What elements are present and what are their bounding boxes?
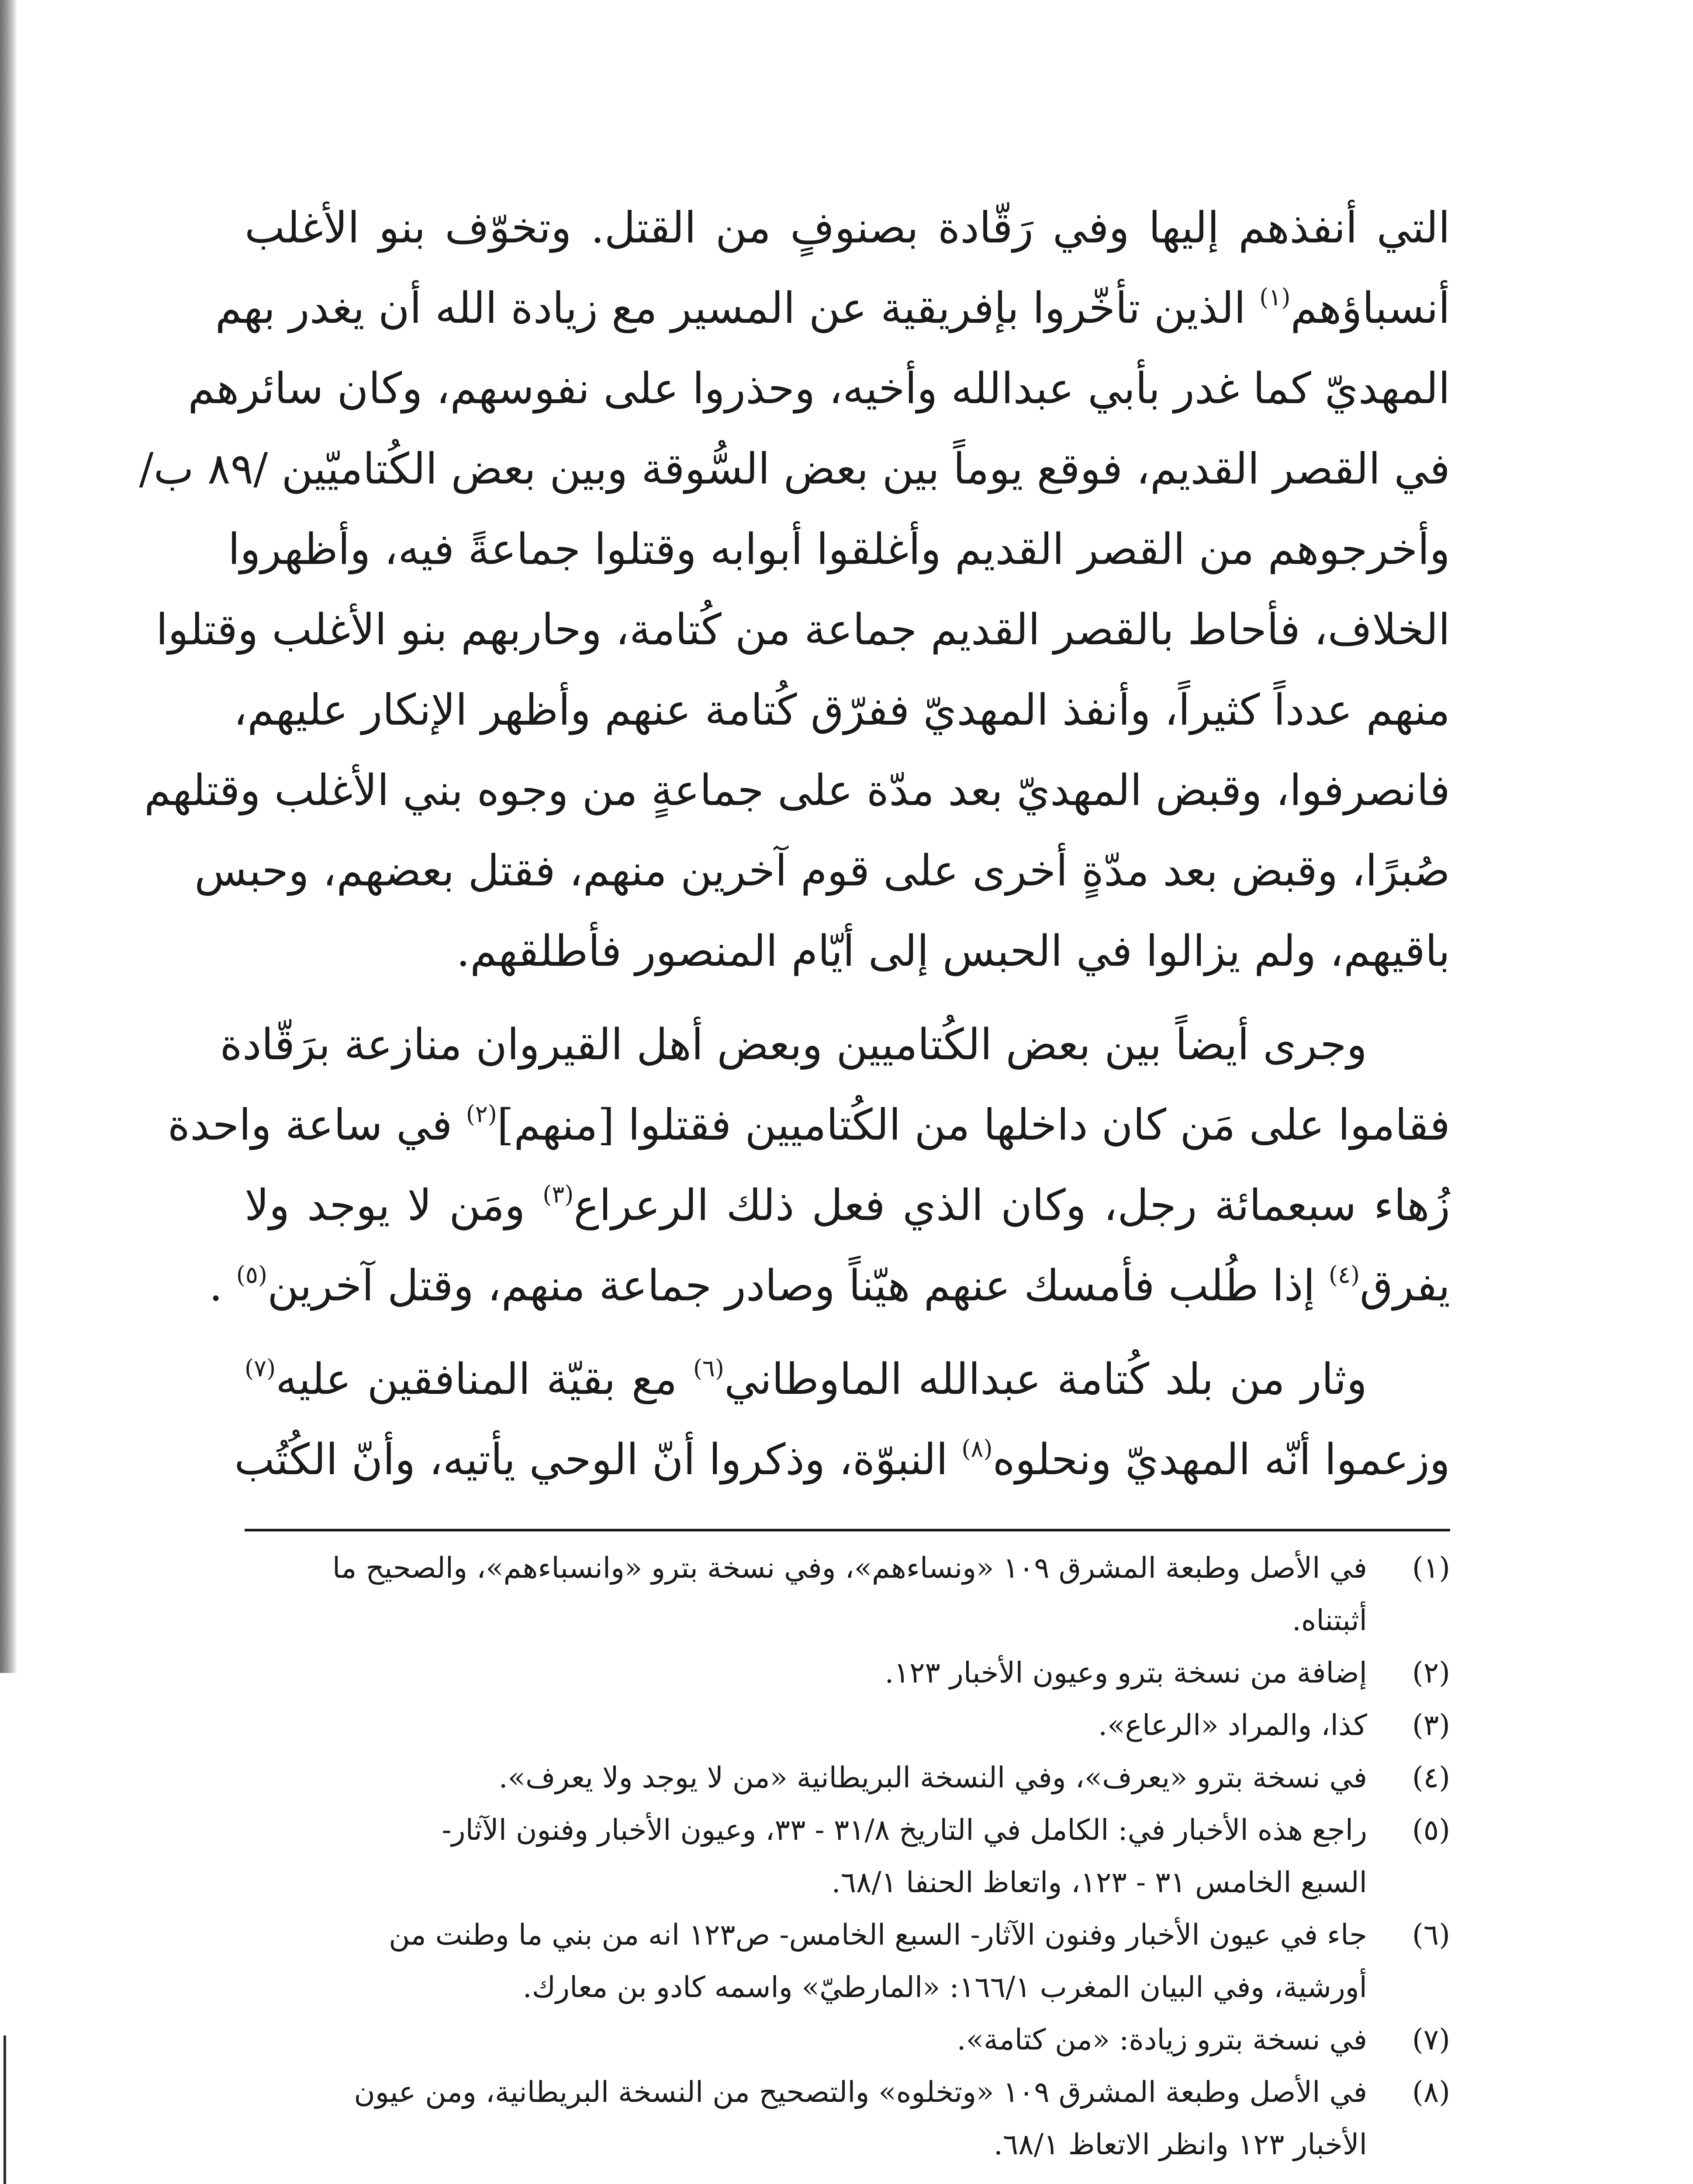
footnote-line: إضافة من نسخة بترو وعيون الأخبار ١٢٣. xyxy=(885,1656,1367,1690)
text-line: منهم عدداً كثيراً، وأنفذ المهديّ ففرّق كُتامة عنهم وأظهر الإنكار عليهم، xyxy=(233,685,1450,735)
footnote-number: (٣) xyxy=(1412,1708,1450,1742)
footnote-line: في نسخة بترو زيادة: «من كتامة». xyxy=(957,2023,1367,2056)
text-fragment: مع بقيّة المنافقين عليه xyxy=(276,1355,677,1404)
text-fragment: الذين تأخّروا بإفريقية عن المسير مع زيادة الله أن يغدر بهم xyxy=(215,283,1246,333)
footnotes xyxy=(245,1542,1450,2171)
footnote-7 xyxy=(245,2014,1450,2066)
text-line xyxy=(215,268,1450,349)
footnote-text xyxy=(245,2066,1367,2171)
footnote-text xyxy=(245,1699,1367,1752)
footnote-number: (٧) xyxy=(1412,2023,1450,2056)
text-line xyxy=(245,1165,1450,1246)
footnote-1 xyxy=(245,1542,1450,1647)
paragraph-2 xyxy=(167,1005,1451,1326)
footnote-ref: (٤) xyxy=(1328,1261,1360,1289)
text-fragment: ومَن لا يوجد ولا xyxy=(245,1181,525,1230)
text-line: وجرى أيضاً بين بعض الكُتاميين وبعض أهل القيروان منازعة برَقّادة xyxy=(220,1020,1367,1070)
footnote-ref: (٨) xyxy=(961,1435,993,1462)
text-fragment: وثار من بلد كُتامة عبدالله الماوطاني xyxy=(724,1355,1367,1404)
footnote-5 xyxy=(245,1804,1450,1909)
text-fragment: إذا طُلب فأمسك عنهم هيّناً وصادر جماعة منهم، وقتل آخرين xyxy=(267,1261,1315,1311)
footnote-text xyxy=(245,1909,1367,2014)
footnote-3 xyxy=(245,1699,1450,1752)
footnote-ref: (١) xyxy=(1259,283,1291,311)
footnote-2 xyxy=(245,1647,1450,1699)
text-line: في القصر القديم، فوقع يوماً بين بعض السُّوقة وبين بعض الكُتاميّين /٨٩ ب/ xyxy=(139,444,1450,494)
footnote-ref: (٢) xyxy=(466,1100,497,1128)
text-line xyxy=(167,1085,1450,1165)
text-fragment: في ساعة واحدة xyxy=(167,1100,453,1150)
text-line: باقيهم، ولم يزالوا في الحبس إلى أيّام المنصور فأطلقهم. xyxy=(456,926,1450,976)
footnote-line: راجع هذه الأخبار في: الكامل في التاريخ ٣١/٨ - ٣٣، وعيون الأخبار وفنون الآثار- xyxy=(442,1813,1367,1847)
footnote-ref: (٥) xyxy=(236,1261,267,1289)
margin-mark xyxy=(3,2035,6,2184)
footnote-8 xyxy=(245,2066,1450,2171)
footnote-separator xyxy=(245,1529,1450,1531)
text-fragment: فقاموا على مَن كان داخلها من الكُتاميين فقتلوا [منهم] xyxy=(497,1100,1450,1150)
footnote-text xyxy=(245,1752,1367,1804)
footnote-line: كذا، والمراد «الرعاع». xyxy=(1098,1708,1367,1742)
footnote-text xyxy=(245,1647,1367,1699)
text-line xyxy=(245,1339,1450,1420)
footnote-number: (٦) xyxy=(1412,1918,1450,1952)
text-fragment: النبوّة، وذكروا أنّ الوحي يأتيه، وأنّ الكُتُب xyxy=(234,1435,948,1485)
footnote-number: (٤) xyxy=(1412,1761,1450,1794)
footnote-line: جاء في عيون الأخبار وفنون الآثار- السبع الخامس- ص١٢٣ انه من بني ما وطنت من xyxy=(389,1918,1367,1952)
footnote-line: السبع الخامس ٣١ - ١٢٣، واتعاظ الحنفا ٦٨/١. xyxy=(831,1866,1367,1899)
footnote-line: في الأصل وطبعة المشرق ١٠٩ «وتخلوه» والتصحيح من النسخة البريطانية، ومن عيون xyxy=(354,2075,1367,2109)
paragraph-3 xyxy=(234,1339,1450,1500)
text-line: صُبرًا، وقبض بعد مدّةٍ أخرى على قوم آخرين منهم، فقتل بعضهم، وحبس xyxy=(194,846,1450,896)
page-binding-edge xyxy=(0,0,17,1673)
text-line: التي أنفذهم إليها وفي رَقّادة بصنوفٍ من القتل. وتخوّف بنو الأغلب xyxy=(245,203,1450,253)
text-fragment: وزعموا أنّه المهديّ ونحلوه xyxy=(992,1435,1450,1485)
footnote-ref: (٦) xyxy=(693,1355,724,1382)
footnote-text xyxy=(245,2014,1367,2066)
text-line: وأخرجوهم من القصر القديم وأغلقوا أبوابه وقتلوا جماعةً فيه، وأظهروا xyxy=(228,525,1450,574)
footnote-line: أثبتناه. xyxy=(1292,1603,1367,1637)
footnote-line: أورشية، وفي البيان المغرب ١٦٦/١: «المارطيّ» واسمه كادو بن معارك. xyxy=(522,1970,1367,2004)
footnote-ref: (٣) xyxy=(542,1181,574,1208)
text-fragment: زُهاء سبعمائة رجل، وكان الذي فعل ذلك الرعراع xyxy=(574,1181,1451,1230)
text-fragment: يفرق xyxy=(1360,1261,1450,1311)
footnote-number: (١) xyxy=(1412,1551,1450,1585)
footnote-number: (٨) xyxy=(1412,2075,1450,2109)
body-text xyxy=(139,188,1451,1500)
footnote-ref: (٧) xyxy=(245,1355,276,1382)
footnote-line: في نسخة بترو «يعرف»، وفي النسخة البريطانية «من لا يوجد ولا يعرف». xyxy=(498,1761,1367,1794)
text-fragment: أنسباؤهم xyxy=(1290,283,1450,333)
paragraph-1 xyxy=(139,188,1450,992)
footnote-text xyxy=(245,1804,1367,1909)
text-line: فانصرفوا، وقبض المهديّ بعد مدّة على جماعةٍ من وجوه بني الأغلب وقتلهم xyxy=(144,766,1450,816)
footnote-text xyxy=(245,1542,1367,1647)
text-line xyxy=(234,1420,1450,1500)
footnote-line: الأخبار ١٢٣ وانظر الاتعاظ ٦٨/١. xyxy=(994,2128,1367,2161)
footnote-6 xyxy=(245,1909,1450,2014)
footnote-line: في الأصل وطبعة المشرق ١٠٩ «ونساءهم»، وفي نسخة بترو «وانسباءهم»، والصحيح ما xyxy=(332,1551,1367,1585)
text-line xyxy=(209,1246,1450,1326)
text-line: المهديّ كما غدر بأبي عبدالله وأخيه، وحذروا على نفوسهم، وكان سائرهم xyxy=(188,364,1450,414)
text-line: الخلاف، فأحاط بالقصر القديم جماعة من كُتامة، وحاربهم بنو الأغلب وقتلوا xyxy=(156,605,1450,655)
footnote-number: (٥) xyxy=(1412,1813,1450,1847)
footnote-number: (٢) xyxy=(1412,1656,1450,1690)
text-fragment: . xyxy=(209,1261,223,1311)
footnote-4 xyxy=(245,1752,1450,1804)
